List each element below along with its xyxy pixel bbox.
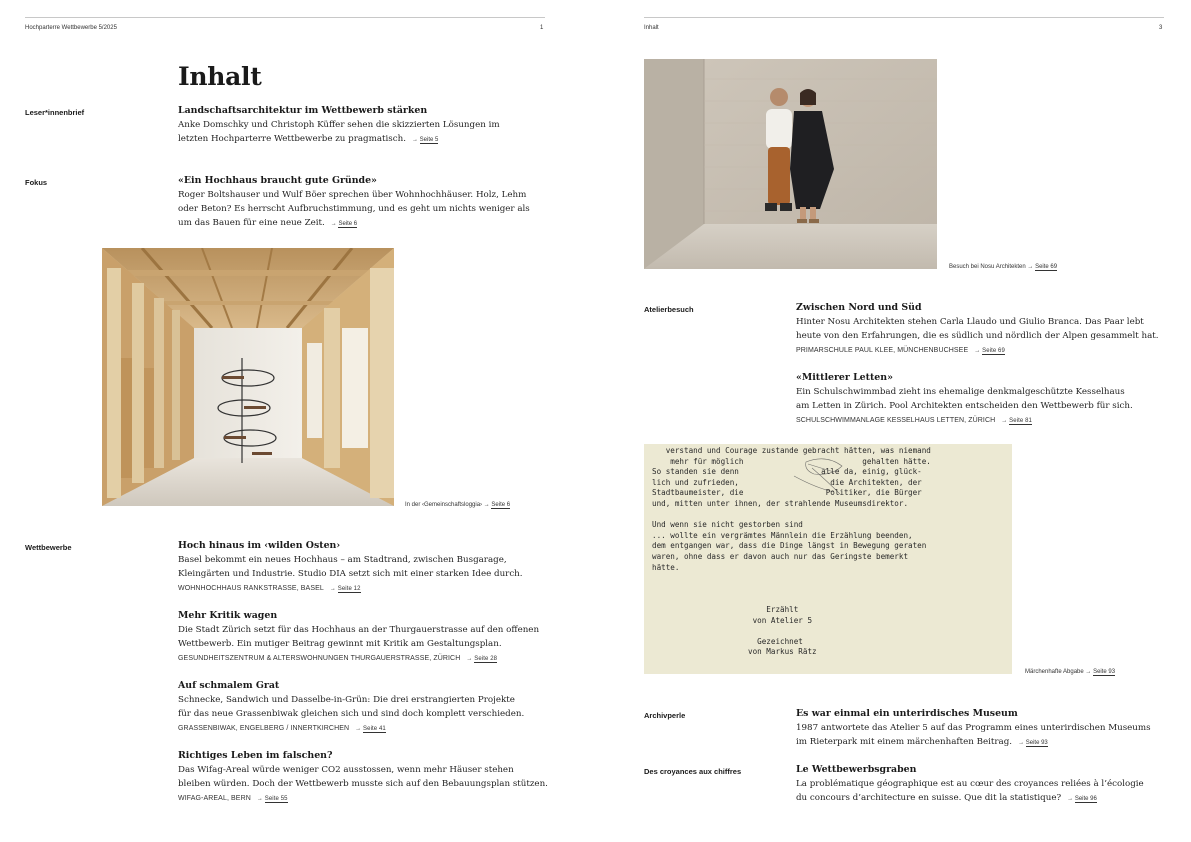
entry-teaser: 1987 antwortete das Atelier 5 auf das Programm eines unterirdischen Museums im Rieterpark mit einem märchenhaften Beitrag. → Seite 93 [796,723,1151,747]
section-label-croyances: Des croyances aux chiffres [644,767,742,776]
entry-project: SCHULSCHWIMMANLAGE KESSELHAUS LETTEN, ZÜRICH → Seite 81 [796,417,1032,424]
section-label-wettbewerbe: Wettbewerbe [25,543,72,552]
page-reference[interactable]: → Seite 28 [466,656,498,662]
photo-caption: Besuch bei Nosu Architekten → Seite 69 [949,264,1058,270]
left-page [0,0,595,842]
entry-title: Auf schmalem Grat [178,680,280,691]
image-caption: Märchenhafte Abgabe → Seite 93 [1025,669,1116,675]
entry-title: Landschaftsarchitektur im Wettbewerb stärken [178,105,428,116]
entry-project: GESUNDHEITSZENTRUM & ALTERSWOHNUNGEN THURGAUERSTRASSE, ZÜRICH → Seite 28 [178,655,498,662]
entry-teaser: La problématique géographique est au cœur des croyances reliées à l’écologie du concours d’architecture en suisse. Que dit la statistique? → Seite 96 [796,779,1144,803]
section-label-fokus: Fokus [25,178,48,187]
toc-entry[interactable] [178,539,546,597]
entry-project: GRASSENBIWAK, ENGELBERG / INNERTKIRCHEN → Seite 41 [178,725,386,732]
page-reference[interactable]: → Seite 93 [1018,740,1048,746]
entry-project: PRIMARSCHULE PAUL KLEE, MÜNCHENBUCHSEE → Seite 69 [796,347,1005,354]
page-reference[interactable]: → Seite 69 [1027,264,1058,270]
entry-title: «Mittlerer Letten» [796,372,893,383]
header-rule [25,17,545,18]
entry-project: WOHNHOCHHAUS RANKSTRASSE, BASEL → Seite 12 [178,585,361,592]
entry-teaser: Ein Schulschwimmbad zieht ins ehemalige denkmalgeschützte Kesselhaus am Letten in Zürich. Pool Architekten entscheiden den Wettbewerb für sich. [796,387,1133,411]
interior-photo [102,248,394,506]
toc-entry[interactable] [796,371,1176,429]
page-number: 1 [540,25,544,31]
toc-entry[interactable] [178,679,546,737]
toc-entry[interactable] [178,104,546,147]
page-reference[interactable]: → Seite 12 [329,586,361,592]
section-label-leserbrief: Leser*innenbrief [25,108,85,117]
page-reference[interactable]: → Seite 93 [1085,669,1116,675]
page-reference[interactable]: → Seite 96 [1067,796,1097,802]
toc-entry[interactable] [796,301,1176,359]
entry-project: WIFAG-AREAL, BERN → Seite 55 [178,795,288,802]
page-reference[interactable]: → Seite 81 [1001,418,1032,424]
typewritten-text: verstand und Courage zustande gebracht hätten, was niemand mehr für möglich gehalten hätte. So standen sie denn alle da, einig, glück- lich und zufrieden, die Architekten, der Stadtbaumeister, die Politiker, die Bürger und, mitten unter ihnen, der strahlende Museumsdirektor. Und wenn sie nicht gestorben sind ... wollte ein vergrämtes Männlein die Erzählung beenden, dem entgangen war, dass die Dinge längst in Bewegung geraten waren, ohne dass er davon auch nur das Geringste bemerkt hätte. Erzählt von Atelier 5 Gezeichnet von Markus Rätz [652,446,931,657]
entry-teaser: Hinter Nosu Architekten stehen Carla Llaudo und Giulio Branca. Das Paar lebt heute von den Erfahrungen, die es südlich und nördlich der Alpen gesammelt hat. [796,317,1159,341]
right-page [596,0,1191,842]
entry-title: Le Wettbewerbsgraben [796,764,917,775]
entry-title: Richtiges Leben im falschen? [178,750,333,761]
page-reference[interactable]: → Seite 5 [411,137,439,143]
section-label-archivperle: Archivperle [644,711,686,720]
page-reference[interactable]: → Seite 6 [483,502,511,508]
entry-title: Zwischen Nord und Süd [796,302,922,313]
entry-teaser: Roger Boltshauser und Wulf Böer sprechen über Wohnhochhäuser. Holz, Lehm oder Beton? Es herrscht Aufbruchstimmung, und es geht um nichts weniger als um das Bauen für eine neue Zeit. → Seite 6 [178,190,530,228]
page-reference[interactable]: → Seite 41 [355,726,386,732]
page-reference[interactable]: → Seite 6 [330,221,358,227]
entry-teaser: Das Wifag-Areal würde weniger CO2 ausstossen, wenn mehr Häuser stehen bleiben würden. Doch der Wettbewerb musste sich auf den Bebauungsplan stützen. [178,765,548,789]
toc-entry[interactable] [796,707,1176,750]
entry-title: «Ein Hochhaus braucht gute Gründe» [178,175,377,186]
toc-entry[interactable] [178,609,558,667]
toc-entry[interactable] [796,763,1176,806]
entry-title: Mehr Kritik wagen [178,610,278,621]
running-head: Inhalt [644,25,659,31]
entry-teaser: Schnecke, Sandwich und Dasselbe-in-Grün: Die drei erstrangierten Projekte für das neue Grassenbiwak gleichen sich und sind doch komplett verschieden. [178,695,525,719]
entry-title: Es war einmal ein unterirdisches Museum [796,708,1018,719]
page-number: 3 [1159,25,1163,31]
entry-teaser: Anke Domschky und Christoph Küffer sehen die skizzierten Lösungen im letzten Hochparterre Wettbewerbe zu pragmatisch. → Seite 5 [178,120,500,144]
section-label-atelierbesuch: Atelierbesuch [644,305,694,314]
entry-title: Hoch hinaus im ‹wilden Osten› [178,540,341,551]
portrait-photo [644,59,937,269]
page-reference[interactable]: → Seite 69 [974,348,1005,354]
running-head: Hochparterre Wettbewerbe 5/2025 [25,25,117,31]
entry-teaser: Basel bekommt ein neues Hochhaus – am Stadtrand, zwischen Busgarage, Kleingärten und Industrie. Studio DIA setzt sich mit einer starken Idee durch. [178,555,523,579]
toc-entry[interactable] [178,174,546,231]
toc-entry[interactable] [178,749,558,807]
entry-teaser: Die Stadt Zürich setzt für das Hochhaus an der Thurgauerstrasse auf den offenen Wettbewerb. Ein mutiger Beitrag gewinnt mit Kritik am Gestaltungsplan. [178,625,540,649]
typewritten-sheet-image [644,444,1012,674]
page-reference[interactable]: → Seite 55 [256,796,288,802]
header-rule [644,17,1164,18]
photo-caption: In der ‹Gemeinschaftsloggia› → Seite 6 [405,502,511,508]
page-title: Inhalt [178,62,262,91]
